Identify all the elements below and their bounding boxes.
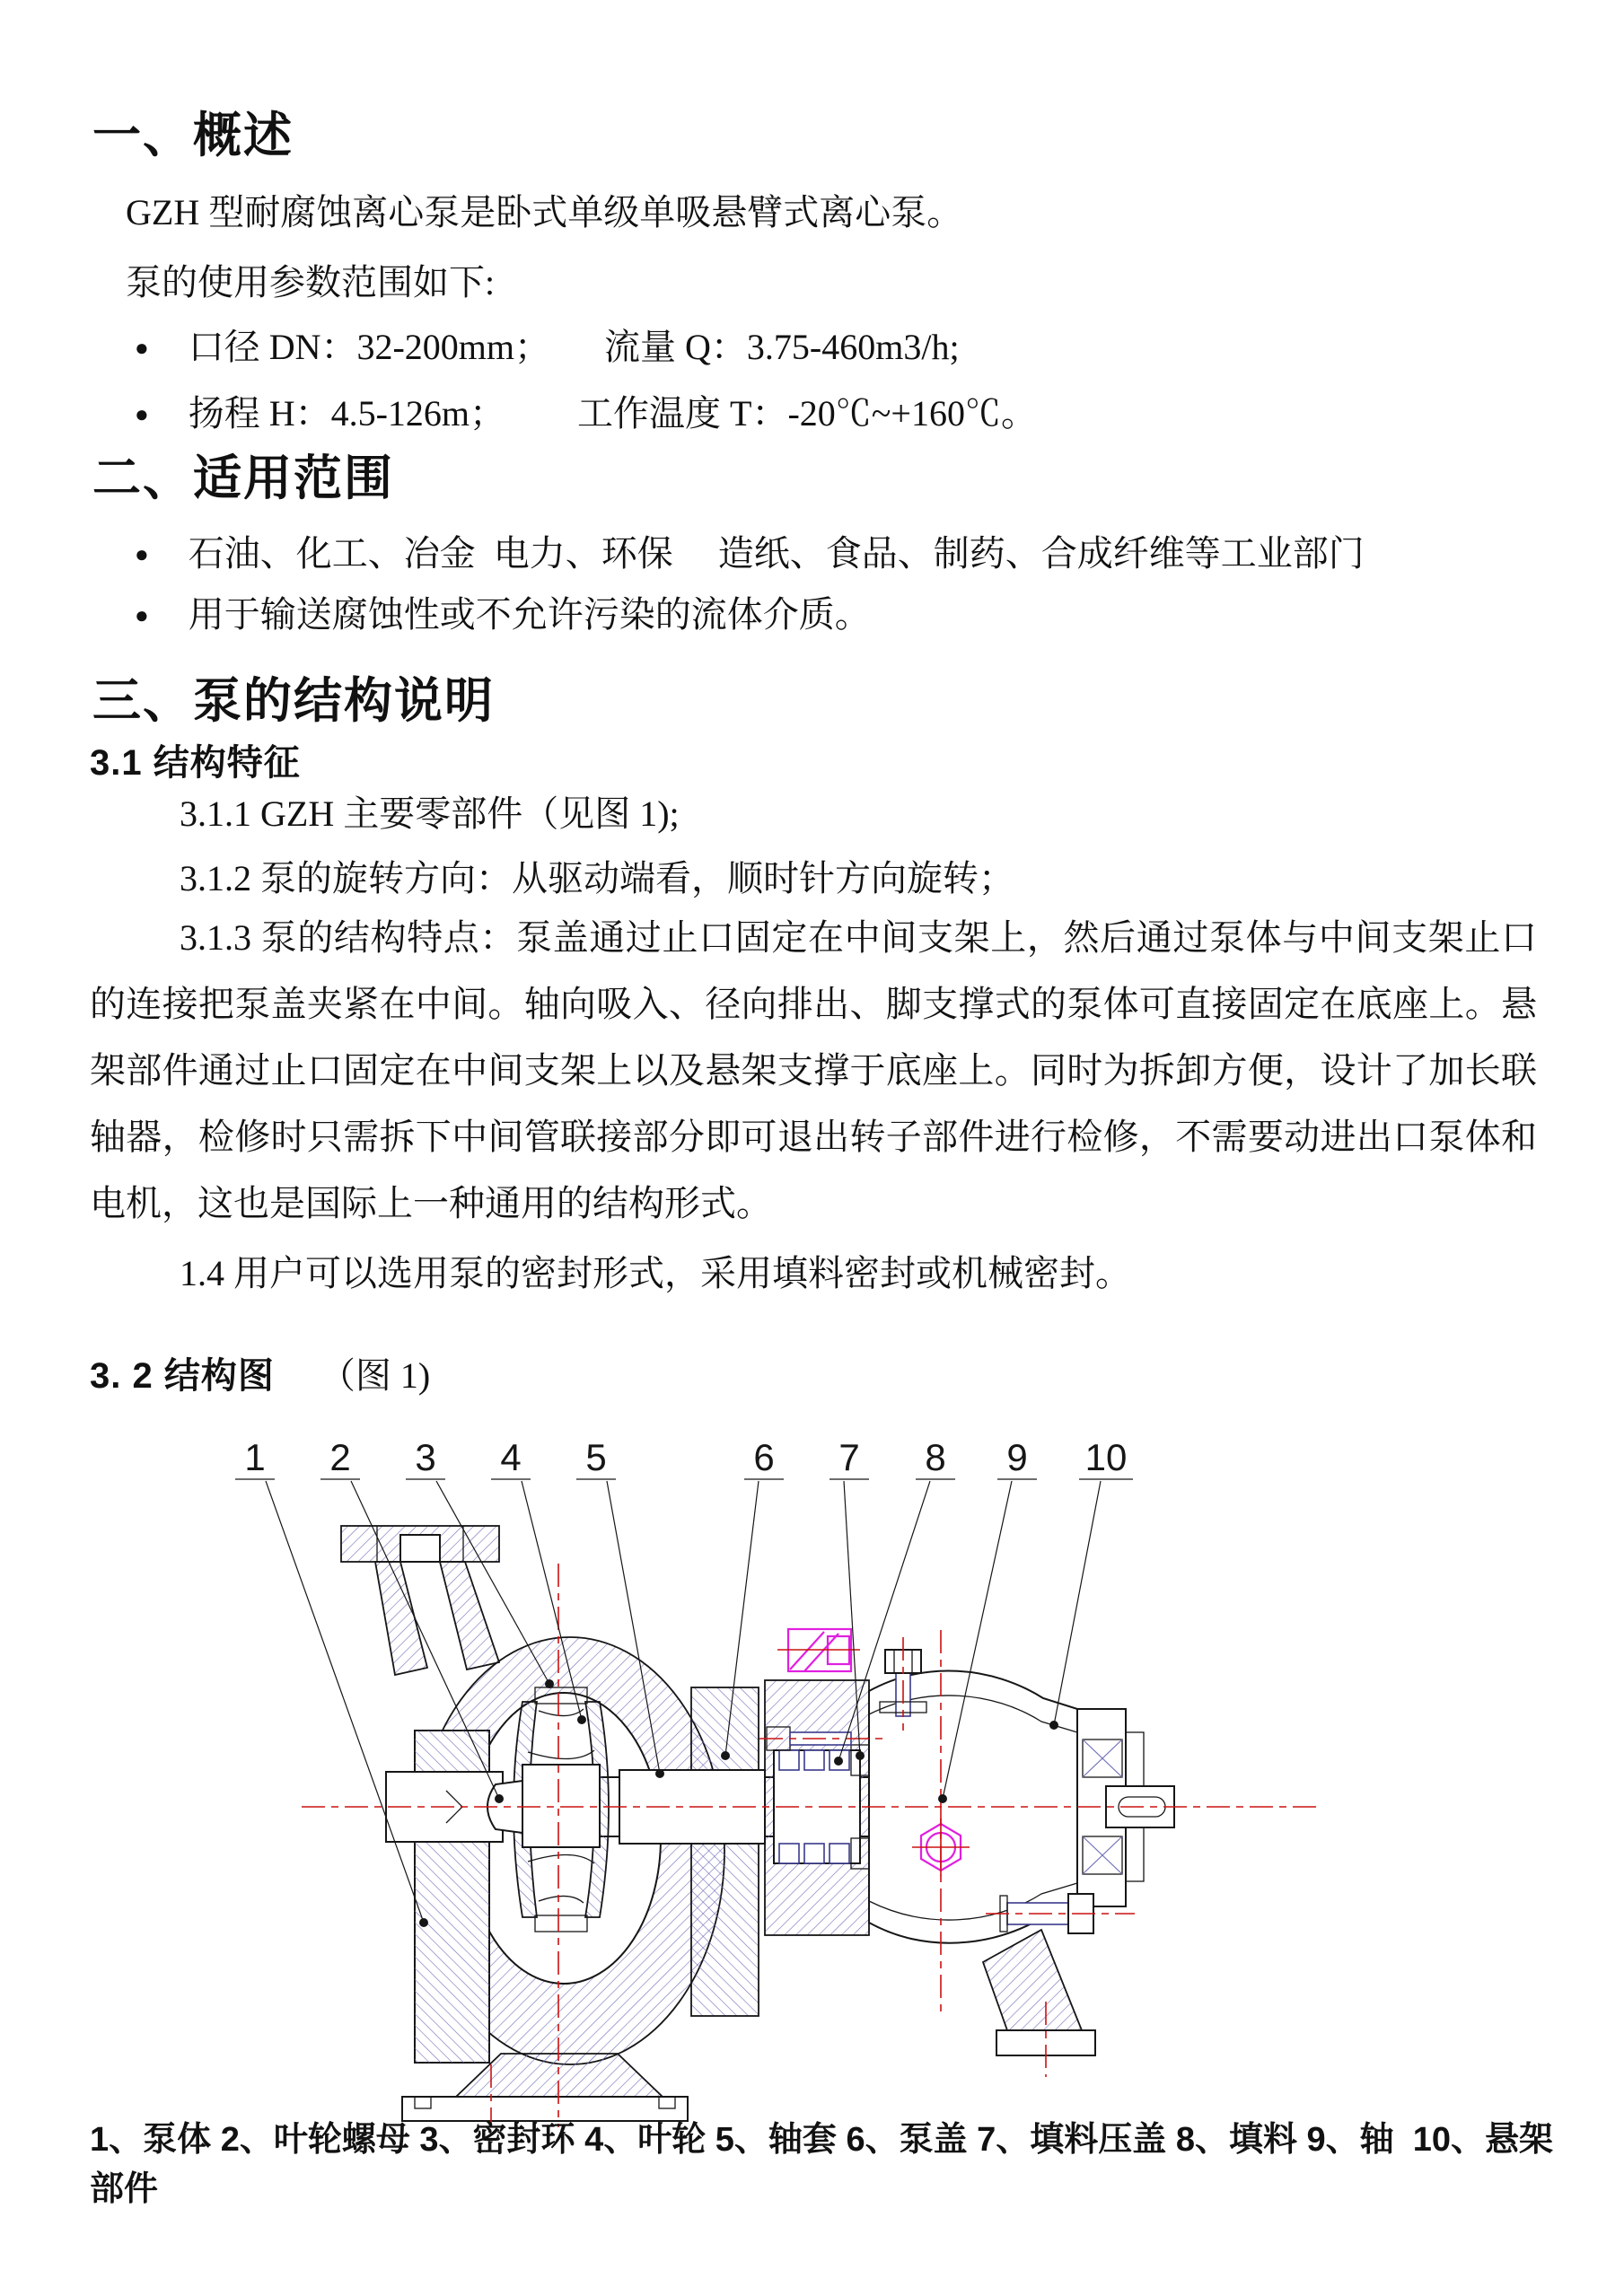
paragraph-3-1-3: 3.1.3 泵的结构特点：泵盖通过止口固定在中间支架上，然后通过泵体与中间支架止口的连接把泵盖夹紧在中间。轴向吸入、径向排出、脚支撑式的泵体可直接固定在底座上。悬架部件通过止口固定在中间支架上以及悬架支撑于底座上。同时为拆卸方便，设计了加长联轴器，检修时只需拆下中间管联接部分即可退出转子部件进行检修，不需要动进出口泵体和电机，这也是国际上一种通用的结构形式。 bbox=[90, 917, 1537, 1223]
bullet-text: 口径 DN：32-200mm； 流量 Q：3.75-460m3/h; bbox=[188, 327, 960, 367]
packing-ring bbox=[804, 1750, 824, 1770]
paragraph-3-1-1: 3.1.1 GZH 主要零部件（见图 1); bbox=[180, 793, 680, 834]
subsection-3-2-heading bbox=[90, 1343, 430, 1409]
packing-ring bbox=[830, 1844, 849, 1863]
paragraph-3-1-2: 3.1.2 泵的旋转方向：从驱动端看，顺时针方向旋转； bbox=[180, 858, 1014, 898]
paragraph-1-4: 1.4 用户可以选用泵的密封形式，采用填料密封或机械密封。 bbox=[180, 1253, 1131, 1293]
overview-paragraph-1: GZH 型耐腐蚀离心泵是卧式单级单吸悬臂式离心泵。 bbox=[126, 192, 963, 232]
svg-text:8: 8 bbox=[925, 1436, 946, 1478]
figure-label-10 bbox=[1049, 1436, 1133, 1730]
overview-paragraph-2: 泵的使用参数范围如下: bbox=[126, 262, 496, 302]
svg-text:5: 5 bbox=[585, 1436, 607, 1478]
section-3-heading: 三、泵的结构说明 bbox=[92, 674, 495, 728]
bullet-icon: ● bbox=[135, 335, 149, 361]
suction-flange bbox=[386, 1731, 503, 2063]
svg-text:9: 9 bbox=[1006, 1436, 1028, 1478]
subsection-3-2-title: 3. 2 结构图 bbox=[90, 1356, 275, 1396]
subsection-3-1-heading: 3.1 结构特征 bbox=[90, 743, 301, 783]
bullet-icon: ● bbox=[135, 602, 149, 628]
scope-bullet-industries bbox=[135, 521, 1535, 587]
figure-1-caption: 1、泵体 2、叶轮螺母 3、密封环 4、叶轮 5、轴套 6、泵盖 7、填料压盖 8、填料 9、轴 10、悬架部件 bbox=[90, 2121, 1554, 2208]
svg-text:1: 1 bbox=[244, 1436, 266, 1478]
stuffing-box-support bbox=[765, 1680, 875, 1935]
section-2-heading: 二、适用范围 bbox=[92, 451, 394, 505]
spec-bullet-diameter-flow bbox=[135, 314, 1535, 381]
pump-cross-section-diagram bbox=[0, 1418, 1624, 2127]
svg-text:10: 10 bbox=[1084, 1436, 1128, 1478]
packing-ring bbox=[779, 1750, 799, 1770]
scope-bullet-media bbox=[135, 582, 1535, 648]
section-1-heading: 一、概述 bbox=[92, 109, 294, 162]
figure-1-reference: （图 1) bbox=[319, 1355, 431, 1396]
figure-label-1 bbox=[235, 1436, 428, 1927]
discharge-flange bbox=[341, 1526, 499, 1675]
svg-text:7: 7 bbox=[838, 1436, 860, 1478]
packing-ring bbox=[779, 1844, 799, 1863]
bullet-icon: ● bbox=[135, 401, 149, 427]
bullet-text: 用于输送腐蚀性或不允许污染的流体介质。 bbox=[188, 594, 871, 635]
svg-text:6: 6 bbox=[753, 1436, 775, 1478]
pump-cover bbox=[691, 1687, 759, 2016]
bullet-icon: ● bbox=[135, 541, 149, 567]
bullet-text: 石油、化工、冶金 电力、环保 造纸、食品、制药、合成纤维等工业部门 bbox=[188, 533, 1365, 574]
svg-text:2: 2 bbox=[329, 1436, 351, 1478]
impeller-hub bbox=[522, 1765, 600, 1847]
bullet-text: 扬程 H：4.5-126m； 工作温度 T：-20℃~+160℃。 bbox=[188, 393, 1037, 434]
spec-bullet-head-temp bbox=[135, 381, 1535, 447]
packing-ring bbox=[804, 1844, 824, 1863]
bracket-support-foot bbox=[983, 1930, 1095, 2055]
svg-text:3: 3 bbox=[415, 1436, 436, 1478]
svg-text:4: 4 bbox=[500, 1436, 522, 1478]
oil-filler-highlight bbox=[777, 1629, 860, 1671]
